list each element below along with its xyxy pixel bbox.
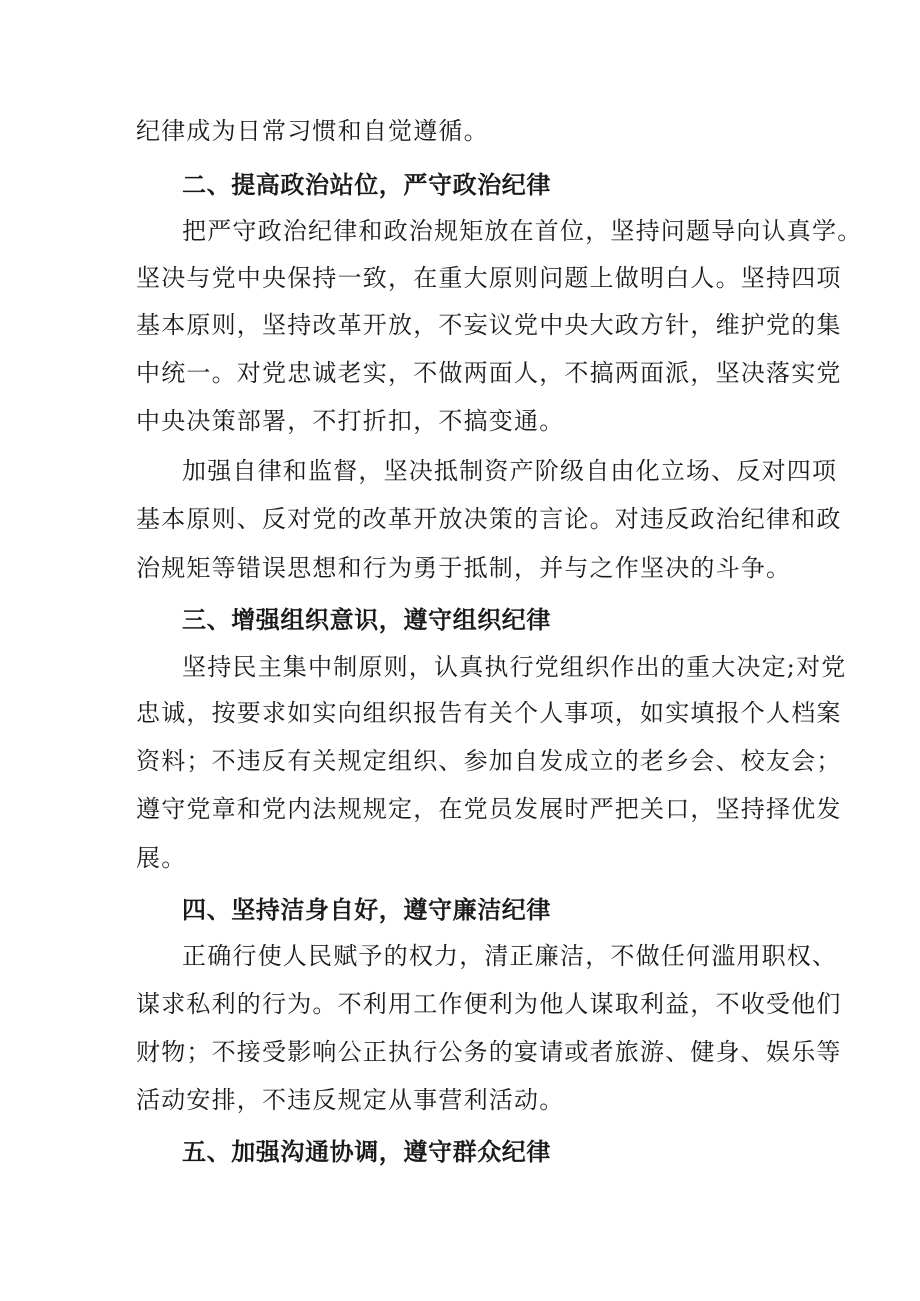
text-line: 纪律成为日常习惯和自觉遵循。 xyxy=(136,117,489,145)
text-line: 基本原则，坚持改革开放，不妄议党中央大政方针，维护党的集 xyxy=(136,311,842,339)
section-heading: 四、坚持洁身自好，遵守廉洁纪律 xyxy=(182,896,551,924)
text-line: 活动安排，不违反规定从事营利活动。 xyxy=(136,1086,565,1114)
text-line: 财物；不接受影响公正执行公务的宴请或者旅游、健身、娱乐等 xyxy=(136,1038,842,1066)
text-line: 忠诚，按要求如实向组织报告有关个人事项，如实填报个人档案 xyxy=(136,699,842,727)
text-line: 展。 xyxy=(136,844,187,872)
text-line: 治规矩等错误思想和行为勇于抵制，并与之作坚决的斗争。 xyxy=(136,554,792,582)
text-line: 坚持民主集中制原则，认真执行党组织作出的重大决定;对党 xyxy=(182,653,847,681)
text-line: 基本原则、反对党的改革开放决策的言论。对违反政治纪律和政 xyxy=(136,505,842,533)
text-line: 遵守党章和党内法规规定，在党员发展时严把关口，坚持择优发 xyxy=(136,795,842,823)
text-line: 加强自律和监督，坚决抵制资产阶级自由化立场、反对四项 xyxy=(182,457,838,485)
text-line: 坚决与党中央保持一致，在重大原则问题上做明白人。坚持四项 xyxy=(136,264,842,292)
text-line: 中统一。对党忠诚老实，不做两面人，不搞两面派，坚决落实党 xyxy=(136,359,842,387)
section-heading: 二、提高政治站位，严守政治纪律 xyxy=(182,171,551,199)
section-heading: 五、加强沟通协调，遵守群众纪律 xyxy=(182,1138,551,1166)
text-line: 谋求私利的行为。不利用工作便利为他人谋取利益，不收受他们 xyxy=(136,990,842,1018)
text-line: 把严守政治纪律和政治规矩放在首位，坚持问题导向认真学。 xyxy=(182,217,863,245)
text-line: 中央决策部署，不打折扣，不搞变通。 xyxy=(136,407,565,435)
text-line: 正确行使人民赋予的权力，清正廉洁，不做任何滥用职权、 xyxy=(182,942,838,970)
section-heading: 三、增强组织意识，遵守组织纪律 xyxy=(182,606,551,634)
text-line: 资料；不违反有关规定组织、参加自发成立的老乡会、校友会； xyxy=(136,747,842,775)
